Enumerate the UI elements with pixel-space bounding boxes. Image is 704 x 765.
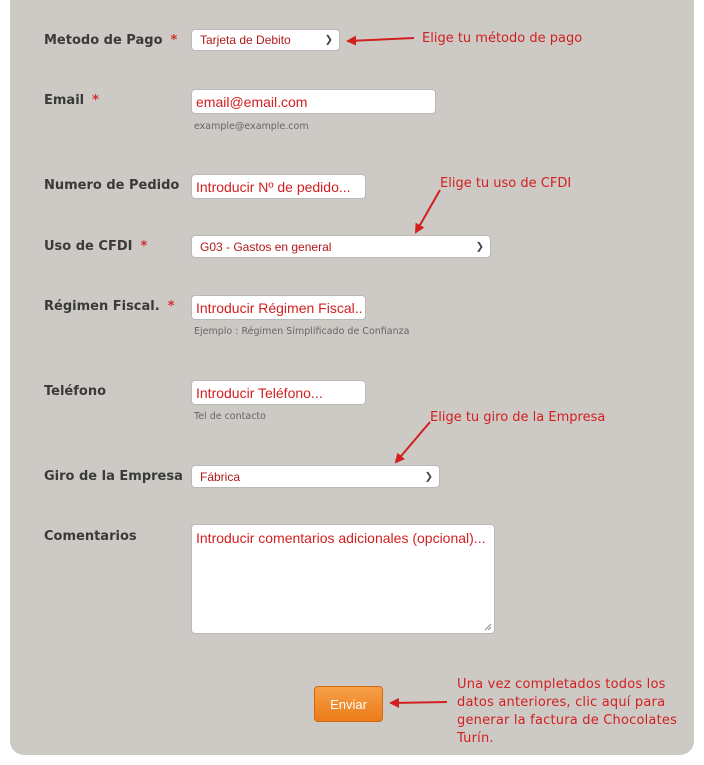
- annotation-giro: Elige tu giro de la Empresa: [430, 410, 606, 425]
- email-value: email@email.com: [196, 93, 308, 110]
- arrow-giro: [396, 422, 430, 462]
- giro-value: Fábrica: [200, 469, 241, 484]
- annotation-metodo: Elige tu método de pago: [422, 31, 583, 46]
- regimen-placeholder: Introducir Régimen Fiscal..: [196, 299, 363, 316]
- enviar-button-label: Enviar: [330, 696, 367, 712]
- required-marker: *: [170, 33, 178, 48]
- arrow-metodo: [348, 38, 414, 41]
- annotation-enviar-line: Una vez completados todos los: [457, 677, 666, 692]
- telefono-placeholder: Introducir Teléfono...: [196, 384, 323, 401]
- telefono-label-text: Teléfono: [44, 384, 107, 399]
- required-marker: *: [140, 239, 148, 254]
- annotation-enviar-line: generar la factura de Chocolates: [457, 713, 678, 728]
- regimen-hint: Ejemplo : Régimen Simplificado de Confianza: [194, 326, 410, 337]
- annotation-cfdi: Elige tu uso de CFDI: [440, 176, 572, 191]
- telefono-hint: Tel de contacto: [194, 411, 266, 422]
- comentarios-placeholder: Introducir comentarios adicionales (opcional)...: [196, 530, 486, 546]
- annotation-enviar-line: Turín.: [457, 731, 494, 746]
- arrow-cfdi: [416, 190, 440, 232]
- cfdi-value: G03 - Gastos en general: [200, 239, 332, 254]
- metodo-pago-value: Tarjeta de Debito: [200, 33, 291, 47]
- chevron-down-icon: ❯: [424, 471, 433, 482]
- regimen-label-text: Régimen Fiscal.: [44, 299, 160, 314]
- required-marker: *: [167, 299, 175, 314]
- annotation-enviar-line: datos anteriores, clic aquí para: [457, 695, 666, 710]
- email-hint: example@example.com: [194, 121, 309, 132]
- chevron-down-icon: ❯: [324, 34, 333, 46]
- chevron-down-icon: ❯: [475, 241, 484, 252]
- required-marker: *: [92, 93, 99, 108]
- email-label-text: Email: [44, 93, 85, 108]
- cfdi-label-text: Uso de CFDI: [44, 239, 133, 254]
- pedido-label-text: Numero de Pedido: [44, 178, 180, 193]
- metodo-label-text: Metodo de Pago: [44, 33, 163, 48]
- giro-label-text: Giro de la Empresa: [44, 469, 183, 484]
- comentarios-label-text: Comentarios: [44, 529, 137, 544]
- arrow-enviar: [391, 702, 447, 703]
- pedido-placeholder: Introducir Nº de pedido...: [196, 178, 351, 195]
